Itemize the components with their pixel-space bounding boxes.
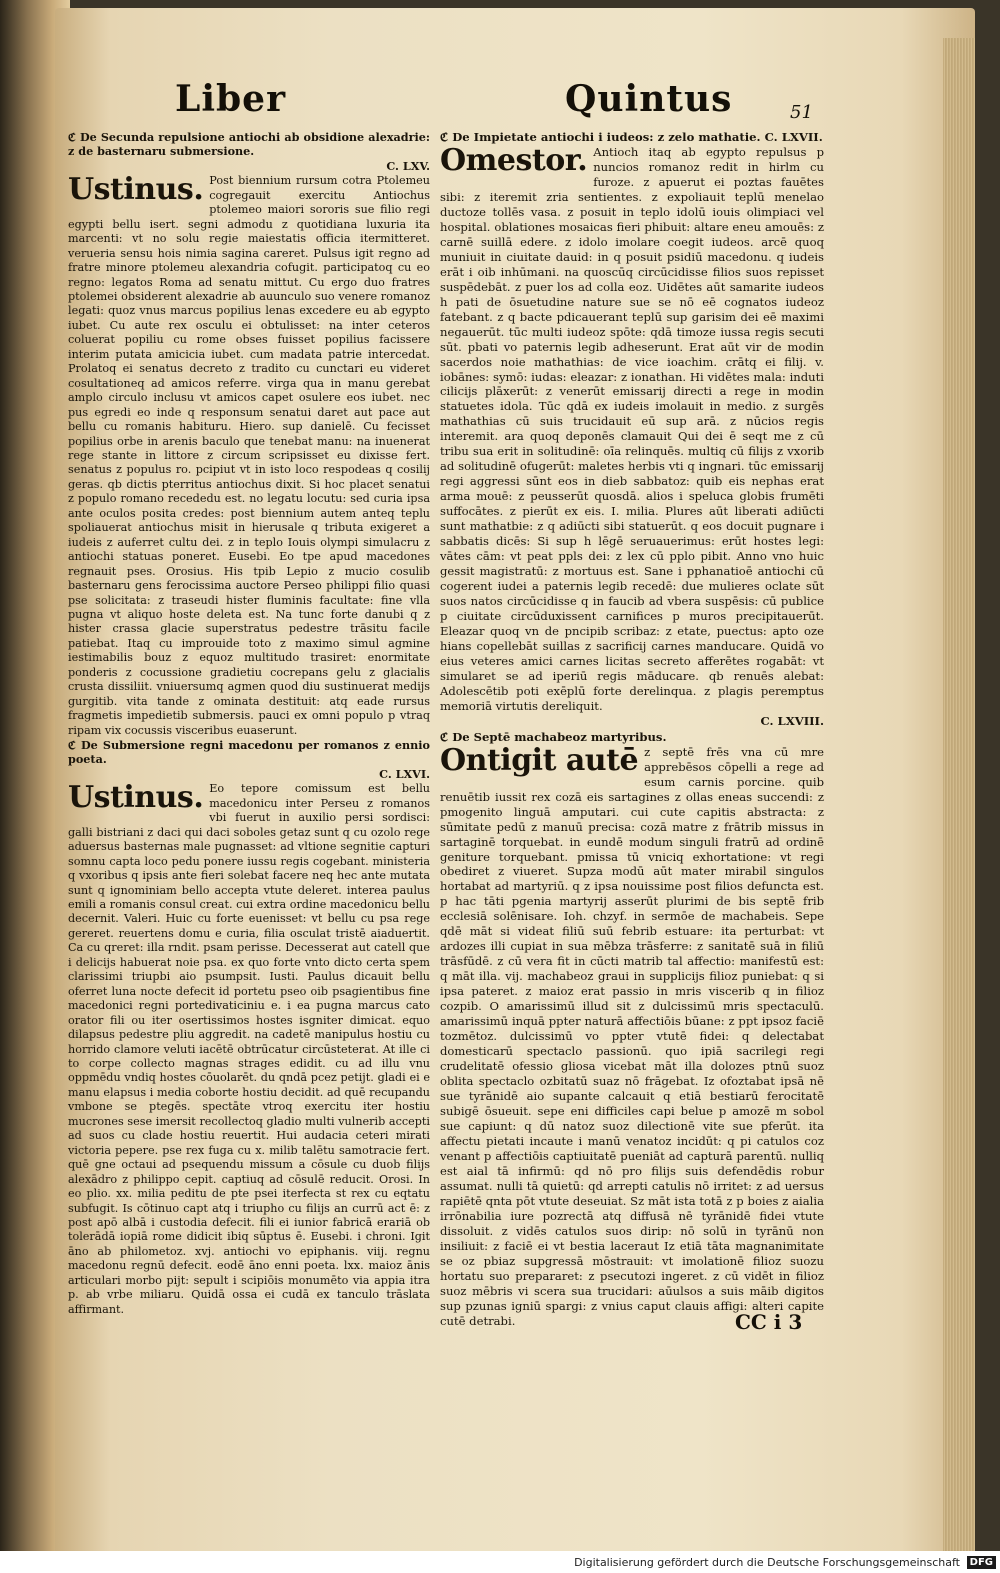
initial-word: Ustinus. bbox=[68, 172, 204, 208]
paragraph-mark-icon: ℭ bbox=[68, 130, 80, 144]
chapter-number: C. LXVI. bbox=[379, 766, 430, 781]
footer-bar bbox=[0, 1551, 1000, 1573]
chapter-text: Ustinus. Eo tepore comissum est bellu macedonicu inter Perseu z romanos vbi fuerut in auxilio persi sordisci: galli bistriani z daci qui daci soboles getaz sunt q cu ozolo rege aduersus basternas male pugnasset: ad vltione segnitie capturi somnu capta loco pedu ponere iussu regis cogebant. ministeria q vxoribus q ipsis ante fieri solebat facere neq hec ante mutata sunt q ignominiam bello accepta vtute deleret. interea paulus emili a romanis consul creat. cui extra ordine macedonicu bellu decernit. Valeri. Huic cu forte euenisset: vt bellu cu psa rege gereret. reuertens domu e curia, filia osculat tristē aiaduertit. Ca cu qreret: illa rndit. psam perisse. Decesserat aut catell que i delicijs habuerat noie psa. ex quo forte vnto dicto certa spem clarissimi triupbi aio psumpsit. Iusti. Paulus dicauit bellu oferret luna nocte defecit id portetu pseo oib psagientibus fine macedonici regni portedivaticiniu e. i ea pugna marcus cato orator fili ou iter osertissimos hostes isgniter dimicat. equo dilapsus pedestre pliu aggredit. na cadetē manipulus hostiu cu horrido clamore veluti iacētē obtrūcatur circūsteterat. At ille ci to corpe collecto magnas strages edidit. cu ad illu vnu oppmēdu vndiq hostes cōuolarēt. du qndā pcez petijt. gladi ei e manu elapsus i media coborte hostiu decidit. ad quē recupandu vmbone se ptegēs. spectāte vtroq exercitu iter hostiu mucrones sese imersit recollectoq gladio multi vulnerib accepti ad suos cu clade hostiu reuertit. Hui audacia ceteri mirati victoria pepere. pse rex fuga cu x. milib talētu samotracie fert. quē gne octaui ad psequendu missum a cōsule cu duob filijs alexādro z philippo cepit. captiuq ad cōsulē reducit. Orosi. In eo plio. xx. milia peditu de pte psei iterfecta st rex cu eqtatu subfugit. Is cōtinuo capt atq i triupho cu filijs an currū act ē: z post apō albā i custodia defecit. fili ei iunior fabricā erariā ob tolerādā iopiā rome didicit ibiq sūptus ē. Eusebi. i chroni. Igit āno ab philometoz. xvj. antiochi vo epiphanis. viij. regnu macedonu regnū defecit. eodē āno enni poeta. lxx. maioz ānis articulari morbo pijt: sepult i scipiōis monumēto via appia itra p. ab vrbe miliaru. Quidā ossa ei cudā ex tanculo trāslata affirmant. bbox=[68, 780, 430, 1316]
running-head-left: Liber bbox=[175, 78, 287, 120]
initial-word: Omestor. bbox=[440, 142, 588, 178]
chapter-heading: ℭ De Impietate antiochi i iudeos: z zelo mathatie. C. LXVII. bbox=[440, 130, 823, 144]
initial-word: Ontigit autē bbox=[440, 742, 639, 778]
right-column bbox=[440, 130, 824, 1329]
folio-number: 51 bbox=[790, 102, 813, 123]
initial-word: Ustinus. bbox=[68, 780, 204, 816]
chapter-text: Ustinus. Post biennium rursum cotra Ptolemeu cogregauit exercitu Antiochus ptolemeo maiori sororis sue filio regi egypti bellu isert. segni admodu z quotidiana luxuria ita marcenti: vt no solu regie maiestatis officia itermitteret. verueria sensu hois nimia sagina careret. Pulsus igit regno ad fratre minore ptolemeu alexandria cofugit. participatoq cu eo regno: legatos Roma ad senatu mittut. Cu ergo duo fratres ptolemei obsiderent alexadrie ab auunculo suo venere romanoz legati: quoz vnus marcus popilius lenas excedere eu ab egypto iubet. Cu aute rex osculu ei obtulisset: na inter ceteros coluerat popiliu cu rome obses fuisset popilius facissere interim putata amicicia iubet. cum madata patrie intercedat. Prolatoq ei senatus decreto z tradito cu cunctari eu videret cosultationeq ad amicos referre. virga qua in manu gerebat amplo circulo inclusu vt amicos capet osulere eos iubet. nec pus egredi eo inde q responsum senatui daret aut pace aut bellu cu romanis habituru. Hiero. sup danielē. Cu fecisset popilius orbe in arenis baculo que tenebat manu: na inuenerat rege stante in littore z circum scripsisset eu dixisse fert. senatus z populus ro. pcipiut vt in isto loco respodeas q cosilij geras. qb dictis pterritus antiochus dixit. Si hoc placet senatui z populo romano recededu est. no legatu locutu: sed curia ipsa ante oculos posita credes: post biennium autem anteq teplu spoliauerat antiochus misit in hierusale q tributa exigeret a iudeis z auferret cultu dei. z in teplo Iouis olympi simulacru z antiochi statuas poneret. Eusebi. Eo tpe apud macedones regnauit pses. Orosius. His tpib Lepio z mucio cosulib basternaru gens ferocissima auctore Perseo philippi filio quasi pse solicitata: z traseudi hister fluminis facultate: fine vlla pugna vt aliquo hoste deleta est. Na tunc forte danubi q z hister crassa glacie superstratus pedestre trāsitu facile patiebat. Itaq cu improuide toto z maximo simul agmine iestimabilis bouz z equoz multitudo trasiret: enormitate ponderis z cocussione gradietiu cocrepans gelu z glacialis crusta dissiliit. vniuersumq agmen quod diu sustinuerat medijs gurgitib. vita tande z ominata destituit: atq eade rursus fragmetis impedietib submersis. pauci ex omni populo p vtraq ripam vix cocussis visceribus euaserunt. bbox=[68, 172, 430, 737]
running-head-right: Quintus bbox=[565, 78, 733, 120]
page-edges bbox=[943, 38, 975, 1558]
chapter-heading: ℭ De Septē machabeoz martyribus. bbox=[440, 729, 667, 744]
paragraph-mark-icon: ℭ bbox=[440, 729, 453, 744]
gathering-signature: CC i 3 bbox=[735, 1310, 803, 1334]
chapter-number: C. LXVIII. bbox=[760, 713, 824, 728]
chapter-number: C. LXV. bbox=[386, 158, 430, 173]
left-column bbox=[68, 130, 430, 1317]
paragraph-mark-icon: ℭ bbox=[68, 738, 81, 753]
dfg-logo: DFG bbox=[967, 1556, 996, 1569]
chapter-text: Ontigit autē z septē frēs vna cū mre apprebēsos cōpelli a rege ad esum carnis porcine. quib renuētib iussit rex cozā eis sartagines z ollas eneas succendi: z pmogenito linguā amputari. cui cute capitis abstracta: z sūmitate pedū z manuū precisa: cozā matre z frātrib missus in sartaginē torquebat. in eundē modum singuli fratrū ad ordinē geniture torquebant. pmissa tū vniciq exhortatione: vt regi obediret z viueret. Supza modū aūt mater mirabil singulos hortabat ad martyriū. q z ipsa nouissime post filios defuncta est. p hac tāti pgenia martyrij asserūt plurimi de bis septē frib ecclesiā solēnisare. Ioh. chzyf. in sermōe de machabeis. Sepe qdē māt si videat filiū suū febrib estuare: ita perturbat: vt ardozes illi cupiat in sua mēbza trāsferre: z sanitatē suā in filiū trāsfūdē. z cū vera fit in cūcti matrib tal affectio: manifestū est: q māt illa. vij. machabeoz graui in supplicijs filioz puniebat: q si ipsa pateret. z maioz erat passio in mris viscerib q in filioz cozpib. O amarissimū illud sit z dulcissimū mris spectaculū. amarissimū inquā ppter naturā affectiōis būane: z ppt ipsoz faciē tozmētoz. dulcissimū vo ppter vtutē fidei: q delectabat domesticarū spectaclo passionū. quo ipiā sacrilegi regi crudelitatē ofessio gliosa vicebat māt illa dolozes ptnū suoz oblita spectaclo ozbitatū suaz nō frāgebat. Iz ofoztabat ipsā nē sue tyrānidē aio supante calcauit q etiā bestiarū ferocitatē subigē ōsueuit. sepe eni difficiles capi belue p amozē m sobol sue capiunt: q dū natoz suoz dilectionē vite sue pferūt. ita affectu pietati incaute i manū venatoz incidūt: q pi catulos coz venant p affectiōis captiuitatē pueniāt ad capturā parentū. nulliq est aial tā infirmū: qd nō pro filijs suis defendēdis robur assumat. nulli tā quietū: qd arrepti catulis nō irritet: z ad uersus rapiētē qnta pōt vtute deseuiat. Sz māt ista totā z p boies z aialia irrōnabilia iure pozrectā atq diffusā nē tyrānidē fidei vtute dissoluit. z vidēs catulos suos dirip: nō solū in tyrānū non insiliuit: z faciē ei vt bestia laceraut Iz etiā tāta magnanimitate se oz pbiaz supgressā mōstrauit: vt imolationē filioz suozu hortatu suo prepararet: z psecutozi ingeret. z cū vidēt in filioz suoz mēbris vi scera sua trucidari: aūulsos a suis māib digitos sup pzunas igniū spargi: z vnius caput clauis affigi: alteri capite cutē detrabi. bbox=[440, 742, 824, 1328]
chapter-text: Omestor. Antioch itaq ab egypto repulsus p nuncios romanoz redit in hirlm cu furoze. z apuerut ei poztas fauētes sibi: z iteremit zria sentientes. z expoliauit teplū menelao ductoze tollēs vasa. z posuit in teplo idolū iouis olimpiaci vel hospital. oblationes mosaicas fieri phibuit: altare eneu amouēs: z carnē suillā edere. z idolo imolare coegit iudeos. arcē quoq muniuit in ciuitate dauid: in q posuit psidiū macedonu. q iudeis erāt i oib inhūmani. na quoscūq circūcidisse filios suos repisset suspēdebāt. z puer los ad colla eoz. Uidētes aūt samarite iudeos h pati de ōsuetudine nature sue se nō eē cognatos iudeoz fatebant. z q bacte pdicauerant teplū sup garisim dei eē maximi negauerūt. tūc multi iudeoz spōte: qdā timoze iussa regis secuti sūt. pbati vo paternis legib adheserunt. Erat aūt vir de modin sacerdos noie mathathias: de vice ioachim. crātq ei filij. v. iobānes: symō: iudas: eleazar: z ionathan. Hi vidētes mala: induti cilicijs plāxerūt: z venerūt emissarij directi a rege in modin statuetes idola. Tūc qdā ex iudeis imolauit in medio. z surgēs mathathias cū suis trucidauit eū sup arā. z nūcios regis interemit. ara quoq deponēs clamauit Qui dei ē seqt me z cū tribu sua erit in solitudinē: oīa relinquēs. multiq cū filijs z vxorib ad solitudinē ofugerūt: maletes herbis vti q ingnari. tūc emissarij regi aggressi sūnt eos in dieb sabbatoz: quib eis nephas erat arma mouē: z peusserūt quosdā. alios i speluca globis frumēti suffocātes. z pierūt ex eis. I. milia. Plures aūt liberati adiūcti sunt mathatbie: z q adiūcti sibi statuerūt. q eos docuit pugnare i sabbatis dicēs: Si sup h lēgē seruauerimus: erūt hostes legi: vātes cām: vt peat ppls dei: z lex cū pplo pibit. Anno vno huic gessit magistratū: z mortuus est. Sane i pphanatioē antiochi cū cogerent iudei a paternis legib recedē: due mulieres oclate sūt suos natos circūcidisse q in faucib ad vbera suspēsis: cū publice p ciuitate circūduxissent carnifices p muros precipitauerūt. Eleazar quoq vn de pncipib scribaz: z etate, puectus: apto oze hians copellebāt suillas z sacrificij carnes manducare. Quidā vo eius veteres amici carnes licitas secreto afferētes rogabāt: vt simularet se ad iperiū regis māducare. qb renuēs alebat: Adolescētib poti exēplū forte derelinqua. z plagis peremptus memoriā virtutis dereliquit. bbox=[440, 142, 824, 713]
footer-credit: Digitalisierung gefördert durch die Deutsche Forschungsgemeinschaft bbox=[574, 1556, 960, 1569]
paragraph-mark-icon: ℭ bbox=[440, 130, 453, 144]
chapter-heading: ℭ De Submersione regni macedonu per romanos z ennio poeta. bbox=[68, 738, 431, 767]
chapter-number: C. LXVII. bbox=[764, 130, 823, 144]
chapter-heading: ℭ De Secunda repulsione antiochi ab obsidione alexadrie: z de basternaru submersione. bbox=[68, 130, 430, 159]
